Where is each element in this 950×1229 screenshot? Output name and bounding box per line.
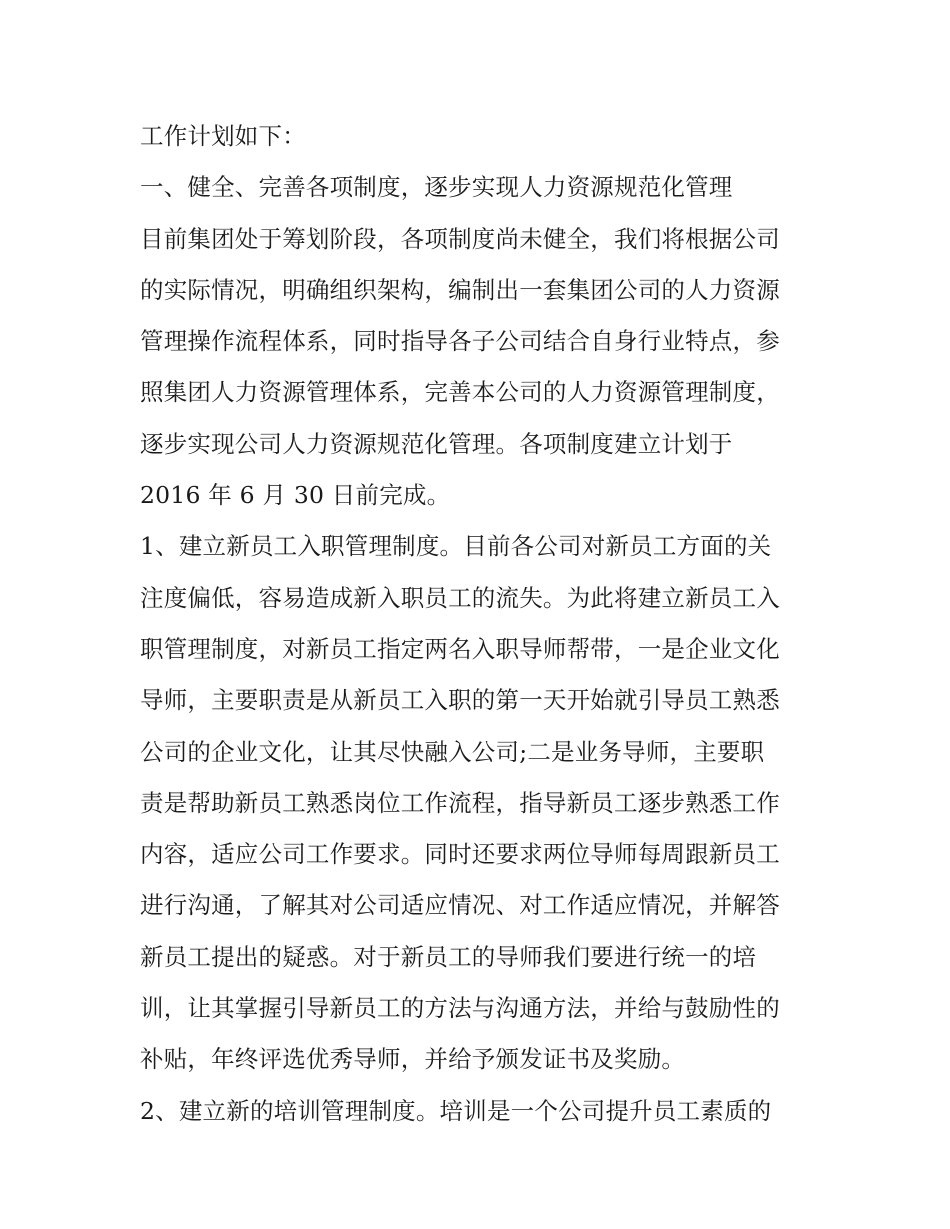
paragraph-line: 2016 年 6 月 30 日前完成。 — [140, 481, 451, 510]
item-1-line: 1、建立新员工入职管理制度。目前各公司对新员工方面的关 — [140, 532, 772, 561]
paragraph-line: 内容，适应公司工作要求。同时还要求两位导师每周跟新员工 — [140, 840, 780, 869]
paragraph-line: 逐步实现公司人力资源规范化管理。各项制度建立计划于 — [140, 429, 733, 458]
paragraph-line: 训，让其掌握引导新员工的方法与沟通方法，并给与鼓励性的 — [140, 994, 780, 1023]
paragraph-line: 职管理制度，对新员工指定两名入职导师帮带，一是企业文化 — [140, 634, 780, 663]
paragraph-line: 公司的企业文化，让其尽快融入公司;二是业务导师，主要职 — [140, 737, 765, 766]
paragraph-line: 的实际情况，明确组织架构，编制出一套集团公司的人力资源 — [140, 275, 780, 304]
paragraph-line: 注度偏低，容易造成新入职员工的流失。为此将建立新员工入 — [140, 583, 780, 612]
paragraph-line: 目前集团处于筹划阶段，各项制度尚未健全，我们将根据公司 — [140, 224, 780, 253]
paragraph-line: 进行沟通，了解其对公司适应情况、对工作适应情况，并解答 — [140, 891, 780, 920]
section-heading: 一、健全、完善各项制度，逐步实现人力资源规范化管理 — [140, 173, 733, 202]
item-2-line: 2、建立新的培训管理制度。培训是一个公司提升员工素质的 — [140, 1096, 772, 1125]
paragraph-line: 补贴，年终评选优秀导师，并给予颁发证书及奖励。 — [140, 1045, 686, 1074]
paragraph-line: 新员工提出的疑惑。对于新员工的导师我们要进行统一的培 — [140, 942, 757, 971]
intro-line: 工作计划如下： — [140, 122, 306, 150]
paragraph-line: 责是帮助新员工熟悉岗位工作流程，指导新员工逐步熟悉工作 — [140, 788, 780, 817]
document-body — [140, 111, 820, 1137]
paragraph-line: 导师，主要职责是从新员工入职的第一天开始就引导员工熟悉 — [140, 686, 780, 715]
paragraph-line: 照集团人力资源管理体系，完善本公司的人力资源管理制度， — [140, 378, 780, 407]
paragraph-line: 管理操作流程体系，同时指导各子公司结合自身行业特点，参 — [140, 327, 780, 356]
